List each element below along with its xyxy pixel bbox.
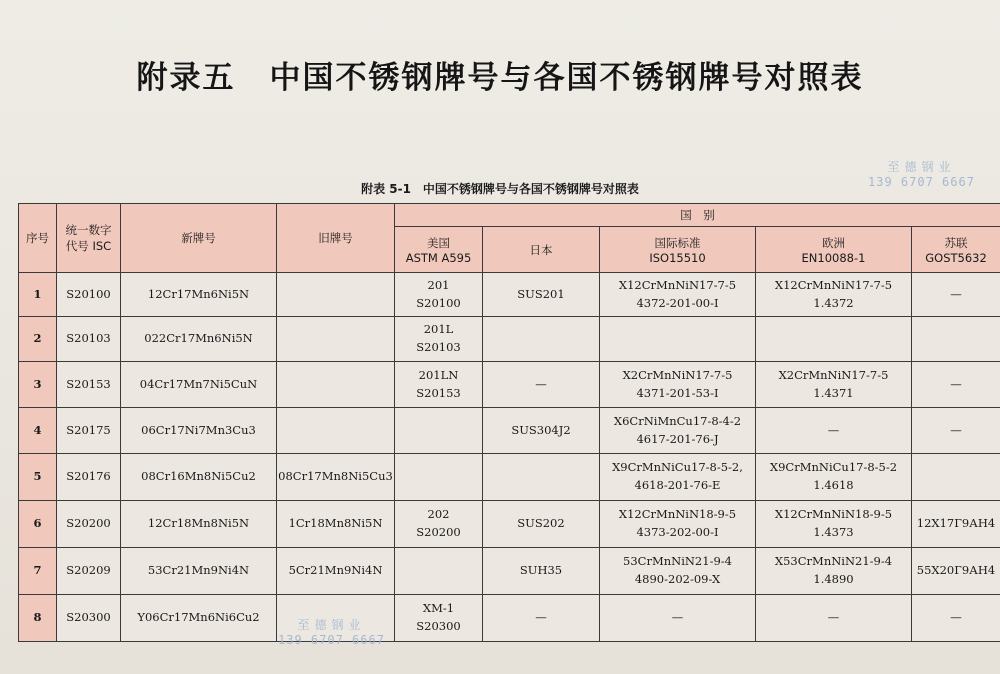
header-old-grade: 旧牌号 [277, 204, 395, 273]
watermark-phone: 139 6707 6667 [278, 633, 385, 647]
cell-isc: S20103 [57, 317, 121, 362]
table-row [19, 362, 1000, 408]
cell-seq: 3 [19, 362, 57, 408]
table-row [19, 595, 1000, 642]
page-title [0, 52, 1000, 97]
cell-old-grade [277, 362, 395, 408]
title-main: 中国不锈钢牌号与各国不锈钢牌号对照表 [269, 60, 864, 96]
cell-seq: 7 [19, 548, 57, 595]
cell-usa [395, 408, 483, 454]
table-row [19, 273, 1000, 317]
header-new-grade: 新牌号 [121, 204, 277, 273]
cell-ussr: — [912, 273, 1000, 317]
cell-isc: S20176 [57, 454, 121, 501]
cell-isc: S20100 [57, 273, 121, 317]
cell-japan: SUH35 [483, 548, 600, 595]
watermark-name: 至德钢业 [297, 618, 366, 632]
cell-eu: — [756, 595, 912, 642]
cell-japan [483, 454, 600, 501]
cell-isc: S20300 [57, 595, 121, 642]
cell-new-grade: 12Cr18Mn8Ni5N [121, 501, 277, 548]
cell-old-grade [277, 317, 395, 362]
cell-seq: 5 [19, 454, 57, 501]
cell-eu: X12CrMnNiN17-7-5 1.4372 [756, 273, 912, 317]
table-row [19, 501, 1000, 548]
cell-isc: S20153 [57, 362, 121, 408]
header-usa: 美国 ASTM A595 [395, 227, 483, 273]
cell-old-grade [277, 273, 395, 317]
cell-iso: X6CrNiMnCu17-8-4-2 4617-201-76-J [600, 408, 756, 454]
cell-usa: 201 S20100 [395, 273, 483, 317]
watermark-name: 至德钢业 [887, 160, 956, 174]
cell-old-grade: 1Cr18Mn8Ni5N [277, 501, 395, 548]
cell-ussr: — [912, 408, 1000, 454]
header-iso: 国际标准 ISO15510 [600, 227, 756, 273]
cell-iso: X12CrMnNiN17-7-5 4372-201-00-I [600, 273, 756, 317]
cell-ussr: 12X17Г9АН4 [912, 501, 1000, 548]
cell-usa: 201LN S20153 [395, 362, 483, 408]
cell-new-grade: 12Cr17Mn6Ni5N [121, 273, 277, 317]
cell-eu: X53CrMnNiN21-9-4 1.4890 [756, 548, 912, 595]
table-row [19, 454, 1000, 501]
cell-iso: X2CrMnNiN17-7-5 4371-201-53-I [600, 362, 756, 408]
cell-ussr: — [912, 362, 1000, 408]
title-prefix: 附录五 [136, 60, 236, 96]
cell-iso: 53CrMnNiN21-9-4 4890-202-09-X [600, 548, 756, 595]
cell-usa: XM-1 S20300 [395, 595, 483, 642]
cell-ussr: 55X20Г9АН4 [912, 548, 1000, 595]
cell-iso [600, 317, 756, 362]
table-row [19, 408, 1000, 454]
cell-eu [756, 317, 912, 362]
cell-seq: 8 [19, 595, 57, 642]
cell-old-grade: 08Cr17Mn8Ni5Cu3 [277, 454, 395, 501]
watermark-bottom [278, 618, 385, 648]
cell-japan: SUS201 [483, 273, 600, 317]
cell-usa [395, 454, 483, 501]
cell-isc: S20200 [57, 501, 121, 548]
cell-seq: 4 [19, 408, 57, 454]
cell-seq: 6 [19, 501, 57, 548]
cell-eu: X12CrMnNiN18-9-5 1.4373 [756, 501, 912, 548]
header-japan: 日本 [483, 227, 600, 273]
cell-isc: S20209 [57, 548, 121, 595]
cell-japan [483, 317, 600, 362]
cell-japan: — [483, 595, 600, 642]
table-row [19, 317, 1000, 362]
header-isc: 统一数字 代号 ISC [57, 204, 121, 273]
cell-eu: — [756, 408, 912, 454]
cell-old-grade: 5Cr21Mn9Ni4N [277, 548, 395, 595]
cell-eu: X9CrMnNiCu17-8-5-2 1.4618 [756, 454, 912, 501]
header-ussr: 苏联 GOST5632 [912, 227, 1000, 273]
header-countries: 国 别 [395, 204, 1000, 227]
cell-ussr: — [912, 595, 1000, 642]
cell-seq: 2 [19, 317, 57, 362]
cell-usa: 202 S20200 [395, 501, 483, 548]
cell-ussr [912, 317, 1000, 362]
cell-japan: — [483, 362, 600, 408]
cell-new-grade: 022Cr17Mn6Ni5N [121, 317, 277, 362]
watermark-phone: 139 6707 6667 [868, 175, 975, 189]
cell-japan: SUS202 [483, 501, 600, 548]
cell-iso: — [600, 595, 756, 642]
cell-usa: 201L S20103 [395, 317, 483, 362]
table-row [19, 548, 1000, 595]
cell-iso: X9CrMnNiCu17-8-5-2, 4618-201-76-E [600, 454, 756, 501]
cell-new-grade: 06Cr17Ni7Mn3Cu3 [121, 408, 277, 454]
header-seq: 序号 [19, 204, 57, 273]
table-caption: 附表 5-1 中国不锈钢牌号与各国不锈钢牌号对照表 [361, 182, 639, 196]
cell-new-grade: 53Cr21Mn9Ni4N [121, 548, 277, 595]
cell-japan: SUS304J2 [483, 408, 600, 454]
cell-new-grade: Y06Cr17Mn6Ni6Cu2 [121, 595, 277, 642]
cell-new-grade: 04Cr17Mn7Ni5CuN [121, 362, 277, 408]
cell-eu: X2CrMnNiN17-7-5 1.4371 [756, 362, 912, 408]
grade-comparison-table [18, 203, 1000, 642]
cell-new-grade: 08Cr16Mn8Ni5Cu2 [121, 454, 277, 501]
cell-old-grade [277, 408, 395, 454]
header-eu: 欧洲 EN10088-1 [756, 227, 912, 273]
cell-seq: 1 [19, 273, 57, 317]
cell-ussr [912, 454, 1000, 501]
cell-isc: S20175 [57, 408, 121, 454]
cell-iso: X12CrMnNiN18-9-5 4373-202-00-I [600, 501, 756, 548]
cell-usa [395, 548, 483, 595]
